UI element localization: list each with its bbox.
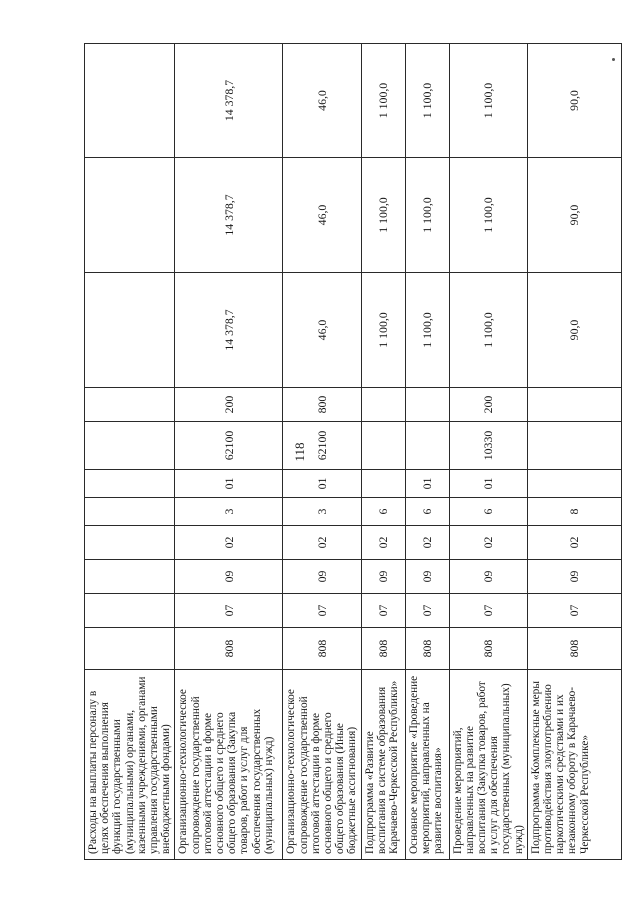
cell-cs2: 6 (405, 498, 449, 526)
cell-cs2: 8 (527, 498, 621, 526)
cell-cs4 (527, 422, 621, 470)
cell-rz: 07 (361, 594, 405, 628)
table-row (449, 44, 527, 860)
cell-sum3: 14 378,7 (175, 44, 283, 158)
cell-vr (85, 388, 175, 422)
cell-cs3: 01 (283, 470, 361, 498)
row-name-cell: Проведение мероприятий, направленных на развитие воспитания (Закупка товаров, работ и услуг для обеспечения государственных (муниципальных) нужд) (449, 670, 527, 860)
cell-sum1: 14 378,7 (175, 273, 283, 388)
cell-cs1: 02 (175, 526, 283, 560)
cell-vr: 200 (175, 388, 283, 422)
cell-cs1: 02 (527, 526, 621, 560)
cell-sum3: 90,0 (527, 44, 621, 158)
cell-sum1: 1 100,0 (449, 273, 527, 388)
cell-pr: 09 (449, 560, 527, 594)
cell-code: 808 (283, 628, 361, 670)
budget-table (84, 43, 622, 860)
cell-sum2: 14 378,7 (175, 158, 283, 273)
cell-pr: 09 (175, 560, 283, 594)
cell-code: 808 (449, 628, 527, 670)
cell-code: 808 (405, 628, 449, 670)
table-row (175, 44, 283, 860)
cell-sum2: 1 100,0 (361, 158, 405, 273)
cell-rz: 07 (449, 594, 527, 628)
row-name-cell: Основное мероприятие «Проведение мероприятий, направленных на развитие воспитания» (405, 670, 449, 860)
row-name-cell: Организационно-технологическое сопровождение государственной итоговой аттестации в форме основного общего и среднего общего образования (Закупка товаров, работ и услуг для обеспечения государственных (муниципальных) нужд) (175, 670, 283, 860)
cell-cs1: 02 (405, 526, 449, 560)
cell-sum2: 1 100,0 (405, 158, 449, 273)
cell-cs3 (361, 470, 405, 498)
cell-code: 808 (527, 628, 621, 670)
cell-code: 808 (361, 628, 405, 670)
row-name-cell: (Расходы на выплаты персоналу в целях обеспечения выполнения функций государственными (муниципальными) органами, казенными учреждениями, органами управления государственными внебюджетными фондами) (85, 670, 175, 860)
cell-cs2: 3 (175, 498, 283, 526)
cell-vr (527, 388, 621, 422)
cell-sum3 (85, 44, 175, 158)
cell-rz: 07 (175, 594, 283, 628)
cell-sum2: 46,0 (283, 158, 361, 273)
cell-sum3: 1 100,0 (405, 44, 449, 158)
table-body (85, 44, 622, 860)
cell-sum3: 1 100,0 (449, 44, 527, 158)
cell-cs3 (527, 470, 621, 498)
cell-sum3: 1 100,0 (361, 44, 405, 158)
cell-vr: 800 (283, 388, 361, 422)
cell-cs1: 02 (449, 526, 527, 560)
table-row (527, 44, 621, 860)
cell-rz (85, 594, 175, 628)
table-row (361, 44, 405, 860)
cell-cs4 (361, 422, 405, 470)
cell-cs4 (85, 422, 175, 470)
cell-sum3: 46,0 (283, 44, 361, 158)
cell-code: 808 (175, 628, 283, 670)
cell-sum1: 1 100,0 (405, 273, 449, 388)
cell-pr (85, 560, 175, 594)
cell-pr: 09 (405, 560, 449, 594)
page-number: 118 (292, 442, 307, 462)
table-row (283, 44, 361, 860)
cell-cs3 (85, 470, 175, 498)
cell-cs3: 01 (405, 470, 449, 498)
cell-cs2 (85, 498, 175, 526)
cell-vr: 200 (449, 388, 527, 422)
table-row (405, 44, 449, 860)
rotated-table-container (84, 44, 598, 860)
row-name-cell: Подпрограмма «Развитие воспитания в системе образования Карачаево-Черкесской Республики» (361, 670, 405, 860)
row-name-cell: Организационно-технологическое сопровождение государственной итоговой аттестации в форме основного общего и среднего общего образования (Иные бюджетные ассигнования) (283, 670, 361, 860)
cell-cs4: 62100 (175, 422, 283, 470)
cell-rz: 07 (405, 594, 449, 628)
cell-sum1: 46,0 (283, 273, 361, 388)
cell-pr: 09 (361, 560, 405, 594)
cell-sum1 (85, 273, 175, 388)
cell-cs2: 6 (361, 498, 405, 526)
cell-cs3: 01 (175, 470, 283, 498)
cell-cs2: 3 (283, 498, 361, 526)
cell-rz: 07 (527, 594, 621, 628)
cell-sum2: 1 100,0 (449, 158, 527, 273)
cell-sum2: 90,0 (527, 158, 621, 273)
cell-pr: 09 (527, 560, 621, 594)
cell-vr (405, 388, 449, 422)
cell-sum1: 1 100,0 (361, 273, 405, 388)
cell-pr: 09 (283, 560, 361, 594)
cell-cs4: 10330 (449, 422, 527, 470)
cell-code (85, 628, 175, 670)
cell-cs4 (405, 422, 449, 470)
cell-cs1 (85, 526, 175, 560)
cell-cs2: 6 (449, 498, 527, 526)
cell-vr (361, 388, 405, 422)
cell-cs4: 62100 (283, 422, 361, 470)
cell-rz: 07 (283, 594, 361, 628)
table-row (85, 44, 175, 860)
cell-sum2 (85, 158, 175, 273)
row-name-cell: Подпрограмма «Комплексные меры противодействия злоупотреблению наркотическими средствами и их незаконному обороту в Карачаево-Черкесской Республике» (527, 670, 621, 860)
cell-sum1: 90,0 (527, 273, 621, 388)
cell-cs3: 01 (449, 470, 527, 498)
cell-cs1: 02 (283, 526, 361, 560)
cell-cs1: 02 (361, 526, 405, 560)
